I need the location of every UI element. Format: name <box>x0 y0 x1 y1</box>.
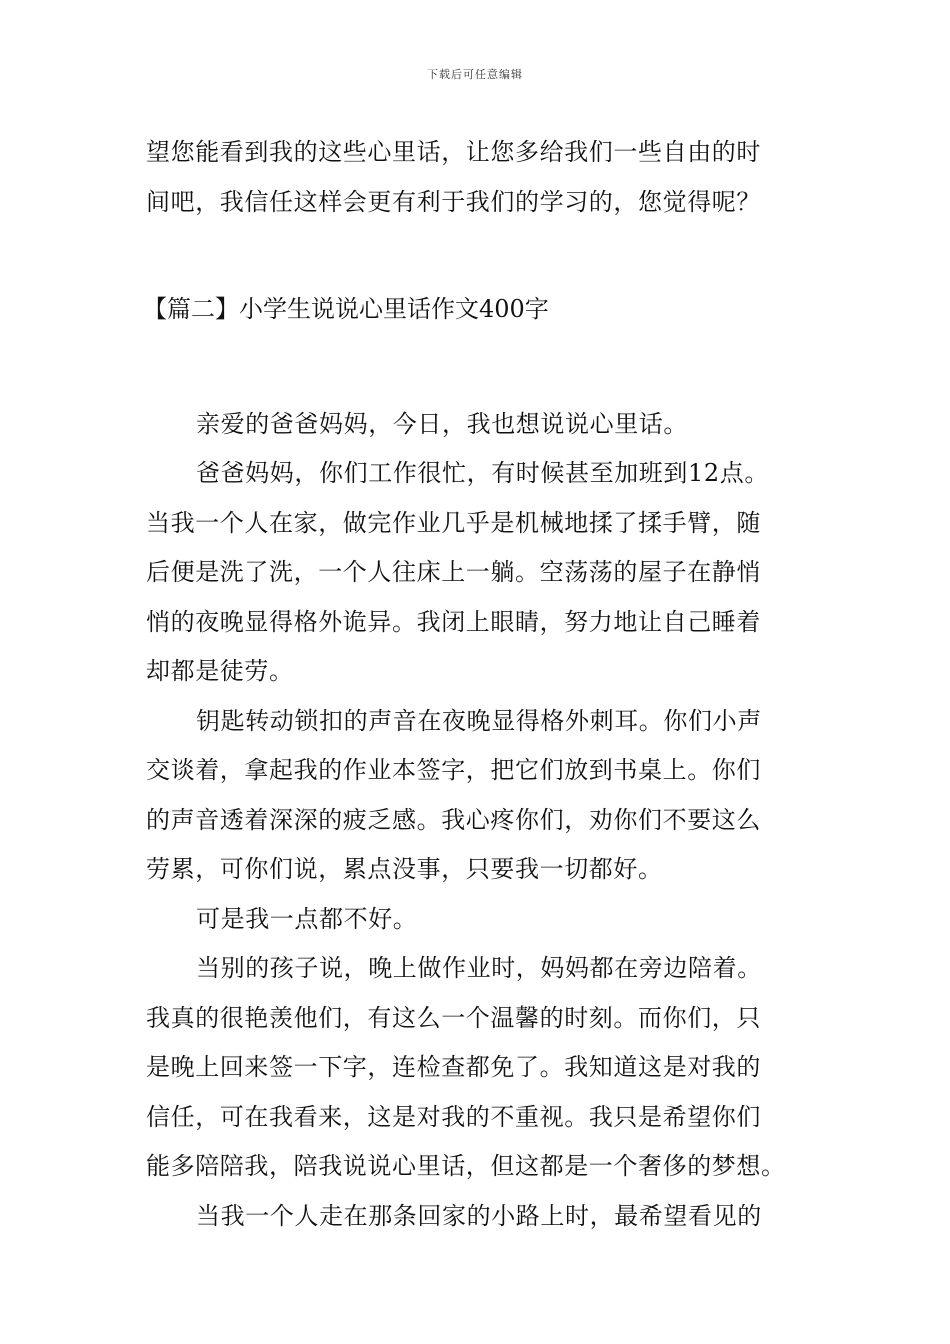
section-title: 【篇二】小学生说说心里话作文400字 <box>143 295 549 323</box>
page-header-note: 下载后可任意编辑 <box>427 68 523 81</box>
text-line: 却都是徒劳。 <box>146 657 294 685</box>
paragraph-5 <box>146 944 810 1192</box>
text-line: 间吧，我信任这样会更有利于我们的学习的，您觉得呢？ <box>146 187 761 216</box>
text-line: 当我一个人在家，做完作业几乎是机械地揉了揉手臂，随 <box>146 508 761 537</box>
paragraph-2 <box>146 449 810 697</box>
text-line: 的声音透着深深的疲乏感。我心疼你们，劝你们不要这么 <box>146 805 761 834</box>
paragraph-6 <box>146 1192 810 1242</box>
text-line: 后便是洗了洗，一个人往床上一躺。空荡荡的屋子在静悄 <box>146 558 761 586</box>
text-line: 望您能看到我的这些心里话，让您多给我们一些自由的时 <box>146 138 761 166</box>
text-line: 当别的孩子说，晚上做作业时，妈妈都在旁边陪着。 <box>196 954 762 982</box>
document-body <box>143 128 810 1241</box>
text-line: 可是我一点都不好。 <box>196 904 418 933</box>
paragraph-4 <box>146 895 810 945</box>
paragraph-3 <box>146 697 810 895</box>
intro-paragraph <box>146 128 810 227</box>
text-line: 亲爱的爸爸妈妈，今日，我也想说说心里话。 <box>196 409 688 438</box>
text-line: 信任，可在我看来，这是对我的不重视。我只是希望你们 <box>146 1102 761 1131</box>
text-line: 爸爸妈妈，你们工作很忙，有时候甚至加班到12点。 <box>196 459 769 487</box>
text-line: 钥匙转动锁扣的声音在夜晚显得格外刺耳。你们小声 <box>196 706 762 735</box>
text-line: 能多陪陪我，陪我说说心里话，但这都是一个奢侈的梦想。 <box>146 1152 786 1180</box>
text-line: 当我一个人走在那条回家的小路上时，最希望看见的 <box>196 1201 762 1230</box>
text-line: 悄的夜晚显得格外诡异。我闭上眼睛，努力地让自己睡着 <box>146 607 761 636</box>
text-line: 交谈着，拿起我的作业本签字，把它们放到书桌上。你们 <box>146 756 761 784</box>
paragraph-1 <box>146 400 810 450</box>
text-line: 是晚上回来签一下字，连检查都免了。我知道这是对我的 <box>146 1053 761 1081</box>
text-line: 我真的很艳羡他们，有这么一个温馨的时刻。而你们，只 <box>146 1003 761 1032</box>
text-line: 劳累，可你们说，累点没事，只要我一切都好。 <box>146 855 663 883</box>
